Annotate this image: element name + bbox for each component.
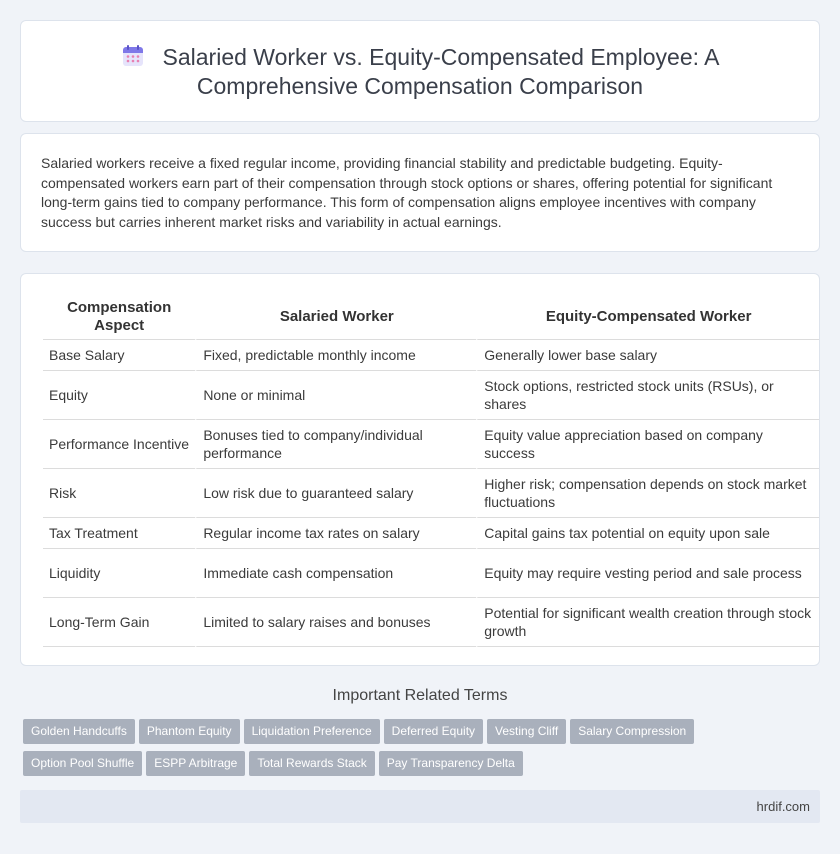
table-row (43, 340, 819, 371)
cell-aspect: Performance Incentive (43, 420, 195, 469)
cell-equity: Higher risk; compensation depends on stock market fluctuations (476, 469, 819, 518)
cell-equity: Stock options, restricted stock units (RSUs), or shares (476, 371, 819, 420)
table-row (43, 549, 819, 598)
cell-aspect: Tax Treatment (43, 518, 195, 549)
column-header-aspect: Compensation Aspect (43, 295, 195, 340)
footer-site-link[interactable]: hrdif.com (756, 799, 810, 814)
intro-card (20, 133, 820, 252)
tag-vesting-cliff[interactable]: Vesting Cliff (487, 719, 566, 744)
title-line-1: Salaried Worker vs. Equity-Compensated Employee: A (162, 44, 720, 70)
cell-aspect: Risk (43, 469, 195, 518)
tag-pay-transparency-delta[interactable]: Pay Transparency Delta (379, 751, 523, 776)
comparison-table-card (20, 273, 820, 666)
calendar-icon (121, 44, 145, 68)
tag-espp-arbitrage[interactable]: ESPP Arbitrage (146, 751, 245, 776)
tag-deferred-equity[interactable]: Deferred Equity (384, 719, 483, 744)
cell-equity: Equity may require vesting period and sale process (476, 549, 819, 598)
intro-text: Salaried workers receive a fixed regular income, providing financial stability and predictable budgeting. Equity-compensated workers earn part of their compensation through stock options or shares, offering potential for significant long-term gains tied to company performance. This form of compensation aligns employee incentives with company success but carries inherent market risks and variability in actual earnings. (41, 155, 773, 230)
cell-equity: Equity value appreciation based on company success (476, 420, 819, 469)
tag-salary-compression[interactable]: Salary Compression (570, 719, 694, 744)
page-title (21, 43, 819, 101)
tag-golden-handcuffs[interactable]: Golden Handcuffs (23, 719, 135, 744)
tag-option-pool-shuffle[interactable]: Option Pool Shuffle (23, 751, 142, 776)
cell-salaried: None or minimal (195, 371, 476, 420)
cell-salaried: Limited to salary raises and bonuses (195, 598, 476, 647)
tag-liquidation-preference[interactable]: Liquidation Preference (244, 719, 380, 744)
cell-equity: Potential for significant wealth creation through stock growth (476, 598, 819, 647)
cell-equity: Capital gains tax potential on equity upon sale (476, 518, 819, 549)
cell-salaried: Low risk due to guaranteed salary (195, 469, 476, 518)
cell-aspect: Base Salary (43, 340, 195, 371)
cell-salaried: Fixed, predictable monthly income (195, 340, 476, 371)
tag-phantom-equity[interactable]: Phantom Equity (139, 719, 240, 744)
cell-aspect: Long-Term Gain (43, 598, 195, 647)
cell-salaried: Immediate cash compensation (195, 549, 476, 598)
cell-salaried: Bonuses tied to company/individual performance (195, 420, 476, 469)
related-terms-title: Important Related Terms (332, 687, 508, 704)
title-card (20, 20, 820, 122)
table-row (43, 371, 819, 420)
column-header-equity: Equity-Compensated Worker (476, 295, 819, 340)
table-row (43, 518, 819, 549)
cell-aspect: Liquidity (43, 549, 195, 598)
comparison-table (43, 295, 819, 647)
footer (20, 790, 820, 823)
table-row (43, 469, 819, 518)
cell-salaried: Regular income tax rates on salary (195, 518, 476, 549)
related-terms-tags (23, 719, 813, 783)
column-header-salaried: Salaried Worker (195, 295, 476, 340)
tag-total-rewards-stack[interactable]: Total Rewards Stack (249, 751, 374, 776)
table-row (43, 420, 819, 469)
cell-aspect: Equity (43, 371, 195, 420)
cell-equity: Generally lower base salary (476, 340, 819, 371)
table-row (43, 598, 819, 647)
table-header-row (43, 295, 819, 340)
title-line-2: Comprehensive Compensation Comparison (196, 73, 644, 99)
